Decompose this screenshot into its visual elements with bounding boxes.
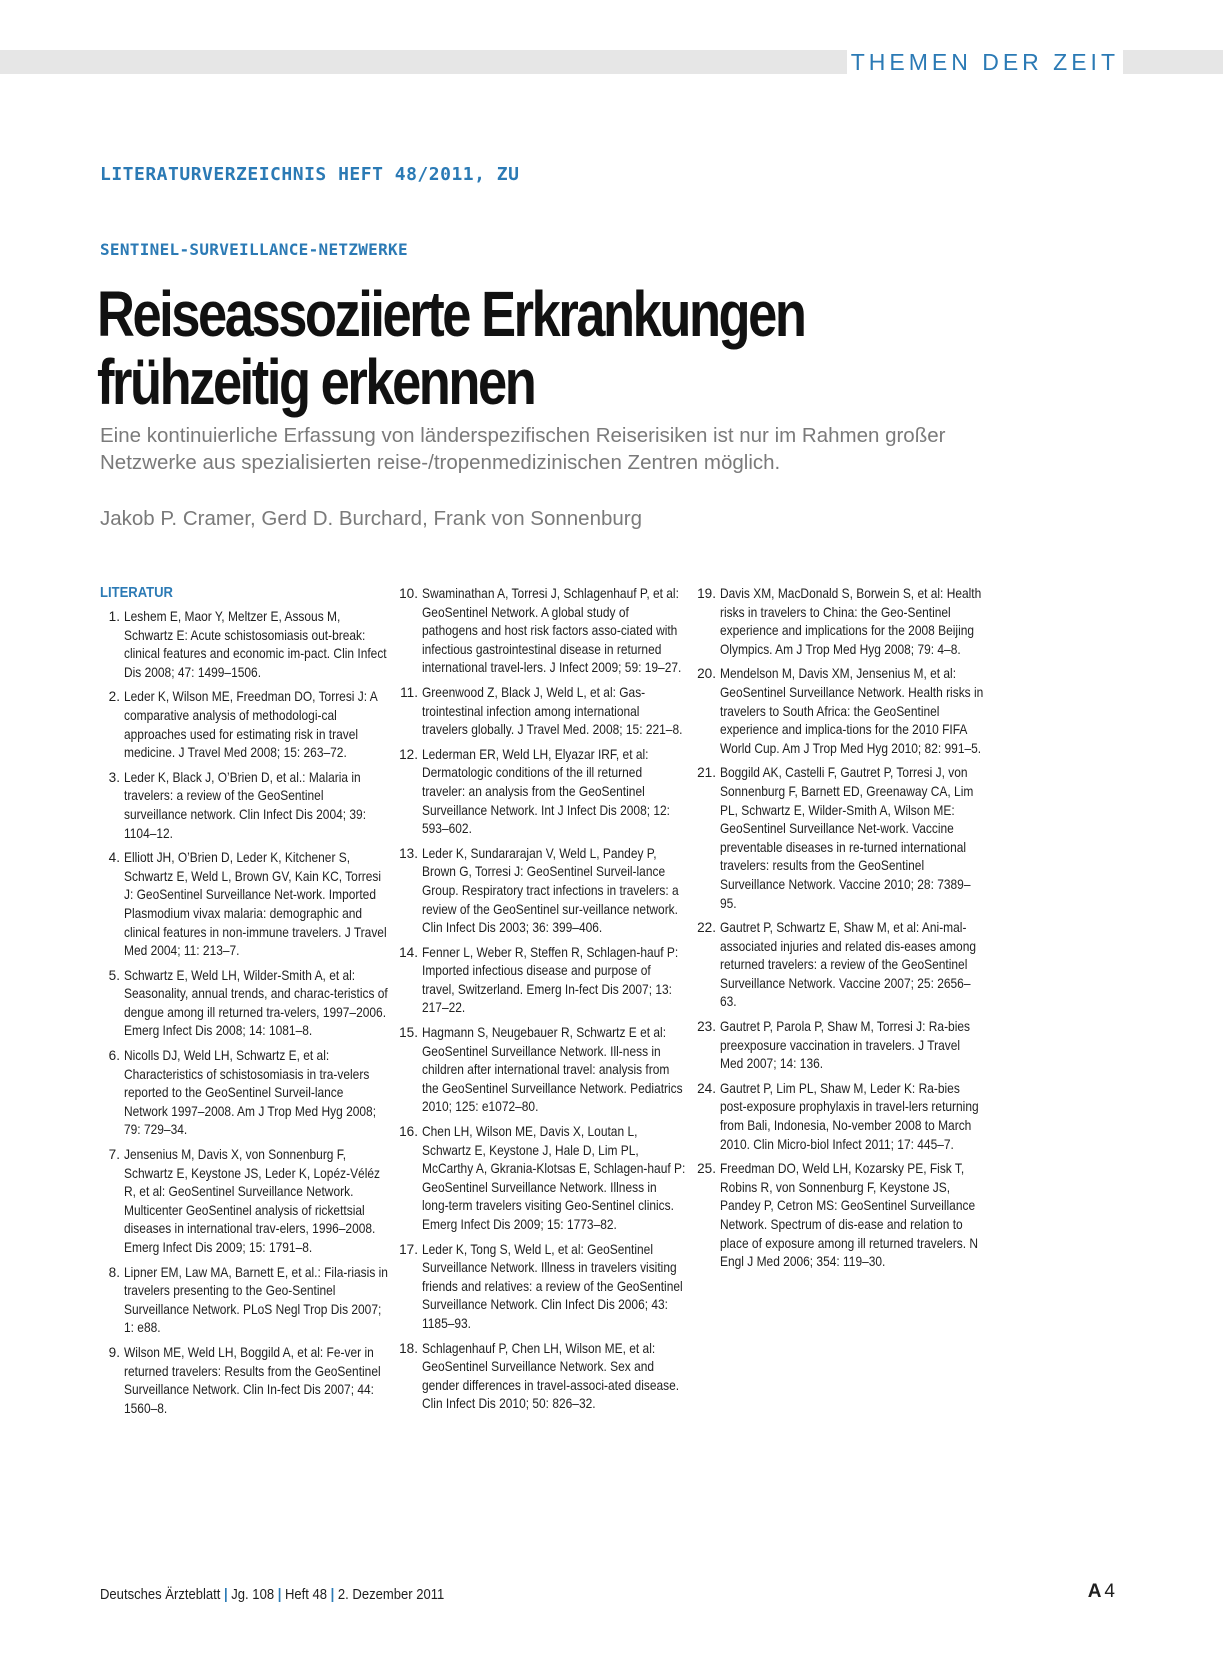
reference-number: 20. xyxy=(697,666,716,682)
footer-volume: Jg. 108 xyxy=(231,1587,275,1603)
footer-journal: Deutsches Ärzteblatt xyxy=(100,1587,221,1603)
reference-item xyxy=(398,1340,680,1414)
reference-number: 4. xyxy=(108,850,120,866)
reference-number: 14. xyxy=(399,944,418,960)
reference-item xyxy=(100,608,387,682)
reference-text: Davis XM, MacDonald S, Borwein S, et al: Health risks in travelers to China: the Geo-Sentinel experience and implications for the 2008 Beijing Olympics. Am J Trop Med Hyg 2008; 79: 4–8. xyxy=(720,586,982,657)
reference-text: Schwartz E, Weld LH, Wilder-Smith A, et al: Seasonality, annual trends, and charac-teristics of dengue among ill returned tra-velers, 1997–2006. Emerg Infect Dis 2008; 14: 1081–8. xyxy=(124,967,388,1039)
reference-item xyxy=(398,585,682,678)
reference-number: 25. xyxy=(697,1161,716,1177)
reference-number: 24. xyxy=(697,1080,716,1096)
article-subtitle: Eine kontinuierliche Erfassung von länderspezifischen Reiserisiken ist nur im Rahmen großer Netzwerke aus spezialisierten reise-/tropenmedizinischen Zentren möglich. xyxy=(100,424,946,474)
reference-number: 5. xyxy=(108,967,120,983)
reference-item xyxy=(100,849,387,961)
reference-text: Boggild AK, Castelli F, Gautret P, Torresi J, von Sonnenburg F, Barnett ED, Greenaway CA, Lim PL, Schwartz E, Wilder-Smith A, Wilson ME: GeoSentinel Surveillance Net-work. Vaccine preventable diseases in re-turned international travelers: results from the GeoSentinel Surveillance Network. Vaccine 2010; 28: 7389–95. xyxy=(720,765,974,911)
reference-item xyxy=(398,1024,683,1117)
footer-date: 2. Dezember 2011 xyxy=(337,1587,445,1603)
reference-number: 18. xyxy=(399,1340,418,1356)
reference-text: Swaminathan A, Torresi J, Schlagenhauf P, et al: GeoSentinel Network. A global study of pathogens and host risk factors asso-ciated with infectious gastrointestinal disease in returned international travel-lers. J Infect 2009; 59: 19–27. xyxy=(422,586,682,676)
reference-item xyxy=(100,1146,380,1258)
reference-item xyxy=(398,684,683,740)
reference-text: Leder K, Wilson ME, Freedman DO, Torresi J: A comparative analysis of methodologi-cal approaches used for estimating risk in travel medicine. J Travel Med 2008; 15: 263–72. xyxy=(124,689,378,761)
reference-item xyxy=(696,1018,971,1074)
reference-text: Fenner L, Weber R, Steffen R, Schlagen-hauf P: Imported infectious disease and purpose of travel, Switzerland. Emerg In-fect Dis 2007; 13: 217–22. xyxy=(422,944,679,1016)
issue-kicker: LITERATURVERZEICHNIS HEFT 48/2011, ZU xyxy=(100,164,520,185)
reference-column-1 xyxy=(100,585,388,1424)
reference-number: 21. xyxy=(697,765,716,781)
reference-text: Schlagenhauf P, Chen LH, Wilson ME, et al: GeoSentinel Surveillance Network. Sex and gender differences in travel-associ-ated disease. Clin Infect Dis 2010; 50: 826–32. xyxy=(422,1340,680,1412)
reference-item xyxy=(398,1123,686,1235)
reference-item xyxy=(100,688,378,762)
reference-text: Lederman ER, Weld LH, Elyazar IRF, et al: Dermatologic conditions of the ill returned traveler: an analysis from the GeoSentinel Surveillance Network. Int J Infect Dis 2008; 12: 593–602. xyxy=(422,746,671,837)
reference-item xyxy=(696,919,977,1012)
page-prefix: A xyxy=(1087,1581,1102,1602)
reference-number: 17. xyxy=(399,1241,418,1257)
reference-text: Leder K, Black J, O’Brien D, et al.: Malaria in travelers: a review of the GeoSentinel surveillance network. Clin Infect Dis 2004; 39: 1104–12. xyxy=(124,769,367,841)
reference-text: Elliott JH, O’Brien D, Leder K, Kitchener S, Schwartz E, Weld L, Brown GV, Kain KC, Torresi J: GeoSentinel Surveillance Net-work. Imported Plasmodium vivax malaria: demographic and clinical features in non-immune travelers. J Travel Med 2004; 11: 213–7. xyxy=(124,850,387,959)
reference-number: 15. xyxy=(399,1025,418,1041)
reference-text: Wilson ME, Weld LH, Boggild A, et al: Fe-ver in returned travelers: Results from the GeoSentinel Surveillance Network. Clin In-fect Dis 2007; 44: 1560–8. xyxy=(124,1344,381,1416)
reference-item xyxy=(100,1344,381,1418)
reference-text: Nicolls DJ, Weld LH, Schwartz E, et al: Characteristics of schistosomiasis in tra-velers reported to the GeoSentinel Surveil-lance Network 1997–2008. Am J Trop Med Hyg 2008; 79: 729–34. xyxy=(124,1048,377,1138)
reference-number: 23. xyxy=(697,1019,716,1035)
reference-column-3 xyxy=(696,585,984,1278)
footer-separator: | xyxy=(224,1587,228,1603)
reference-text: Leshem E, Maor Y, Meltzer E, Assous M, Schwartz E: Acute schistosomiasis out-break: clinical features and economic im-pact. Clin Infect Dis 2008; 47: 1499–1506. xyxy=(124,609,387,680)
page-number xyxy=(1088,1581,1115,1603)
footer-separator: | xyxy=(330,1587,335,1603)
reference-item xyxy=(696,665,984,758)
reference-number: 19. xyxy=(697,586,716,601)
reference-number: 10. xyxy=(399,586,418,601)
reference-number: 12. xyxy=(399,746,418,762)
reference-text: Hagmann S, Neugebauer R, Schwartz E et al: GeoSentinel Surveillance Network. Ill-ness in children after international travel: analysis from the GeoSentinel Surveillance Network. Pediatrics 2010; 125: e1072–80. xyxy=(422,1025,683,1115)
reference-item xyxy=(100,967,388,1041)
reference-item xyxy=(398,1241,683,1334)
reference-text: Leder K, Tong S, Weld L, et al: GeoSentinel Surveillance Network. Illness in travelers visiting friends and relatives: a review of the GeoSentinel Surveillance Network. Clin Infect Dis 2006; 43: 1185–93. xyxy=(422,1241,683,1331)
article-authors: Jakob P. Cramer, Gerd D. Burchard, Frank von Sonnenburg xyxy=(100,507,643,530)
reference-number: 9. xyxy=(108,1344,120,1360)
reference-number: 11. xyxy=(400,684,418,700)
reference-text: Lipner EM, Law MA, Barnett E, et al.: Fila-riasis in travelers presenting to the Geo-Sentinel Surveillance Network. PLoS Negl Trop Dis 2007; 1: e88. xyxy=(124,1264,388,1336)
reference-item xyxy=(696,764,974,913)
reference-number: 22. xyxy=(697,920,716,936)
reference-number: 13. xyxy=(399,845,418,861)
reference-text: Gautret P, Parola P, Shaw M, Torresi J: Ra-bies preexposure vaccination in travelers. J Travel Med 2007; 14: 136. xyxy=(720,1019,971,1072)
footer-citation xyxy=(100,1587,444,1603)
reference-item xyxy=(100,1047,377,1140)
reference-number: 1. xyxy=(108,609,120,624)
reference-number: 7. xyxy=(108,1147,120,1163)
footer-issue: Heft 48 xyxy=(284,1587,328,1603)
section-heading: THEMEN DER ZEIT xyxy=(847,50,1123,74)
reference-text: Gautret P, Lim PL, Shaw M, Leder K: Ra-bies post-exposure prophylaxis in travel-lers returning from Bali, Indonesia, No-vember 2008 to March 2010. Clin Micro-biol Infect 2011; 17: 445–7. xyxy=(720,1080,979,1152)
footer-separator: | xyxy=(277,1587,282,1603)
reference-text: Leder K, Sundararajan V, Weld L, Pandey P, Brown G, Torresi J: GeoSentinel Surveil-lance Group. Respiratory tract infections in travelers: a review of the GeoSentinel sur-veillance network. Clin Infect Dis 2003; 36: 399–406. xyxy=(422,845,679,936)
reference-number: 8. xyxy=(108,1264,120,1280)
reference-item xyxy=(696,585,982,659)
reference-text: Greenwood Z, Black J, Weld L, et al: Gas-trointestinal infection among international travelers globally. J Travel Med. 2008; 15: 221–8. xyxy=(422,684,683,738)
reference-text: Jensenius M, Davis X, von Sonnenburg F, Schwartz E, Keystone JS, Leder K, Lopéz-Véléz R, et al: GeoSentinel Surveillance Network. Multicenter GeoSentinel analysis of rickettsial diseases in international trav-elers, 1996–2008. Emerg Infect Dis 2009; 15: 1791–8. xyxy=(124,1147,380,1255)
reference-item xyxy=(100,769,370,843)
title-line-2: frühzeitig erkennen xyxy=(97,346,535,418)
title-line-1: Reiseassoziierte Erkrankungen xyxy=(97,278,805,350)
article-title xyxy=(97,280,958,416)
reference-item xyxy=(398,944,679,1018)
reference-item xyxy=(696,1080,979,1154)
page-number-value: 4 xyxy=(1104,1581,1115,1602)
reference-item xyxy=(398,845,679,938)
reference-number: 16. xyxy=(399,1124,418,1140)
reference-item xyxy=(696,1160,978,1272)
reference-number: 3. xyxy=(108,769,120,785)
reference-column-2 xyxy=(398,585,686,1420)
reference-text: Mendelson M, Davis XM, Jensenius M, et al: GeoSentinel Surveillance Network. Health risks in travelers to South Africa: the GeoSentinel experience and implica-tions for the 2010 FIFA World Cup. Am J Trop Med Hyg 2010; 82: 991–5. xyxy=(720,666,984,756)
reference-item xyxy=(100,1264,388,1338)
reference-text: Gautret P, Schwartz E, Shaw M, et al: Ani-mal-associated injuries and related dis-eases among returned travelers: a review of the GeoSentinel Surveillance Network. Vaccine 2007; 25: 2656–63. xyxy=(720,920,977,1010)
reference-text: Chen LH, Wilson ME, Davis X, Loutan L, Schwartz E, Keystone J, Hale D, Lim PL, McCarthy A, Gkrania-Klotsas E, Schlagen-hauf P: GeoSentinel Surveillance Network. Illness in long-term travelers visiting Geo-Sentinel clinics. Emerg Infect Dis 2009; 15: 1773–82. xyxy=(422,1124,686,1232)
reference-number: 2. xyxy=(108,689,120,705)
literature-heading: LITERATUR xyxy=(100,585,173,601)
reference-number: 6. xyxy=(108,1048,120,1064)
reference-text: Freedman DO, Weld LH, Kozarsky PE, Fisk T, Robins R, von Sonnenburg F, Keystone JS, Pandey P, Cetron MS: GeoSentinel Surveillance Network. Spectrum of dis-ease and relation to place of exposure among ill returned travelers. N Engl J Med 2006; 354: 119–30. xyxy=(720,1161,978,1270)
reference-item xyxy=(398,746,671,839)
topic-kicker: SENTINEL-SURVEILLANCE-NETZWERKE xyxy=(100,240,408,259)
